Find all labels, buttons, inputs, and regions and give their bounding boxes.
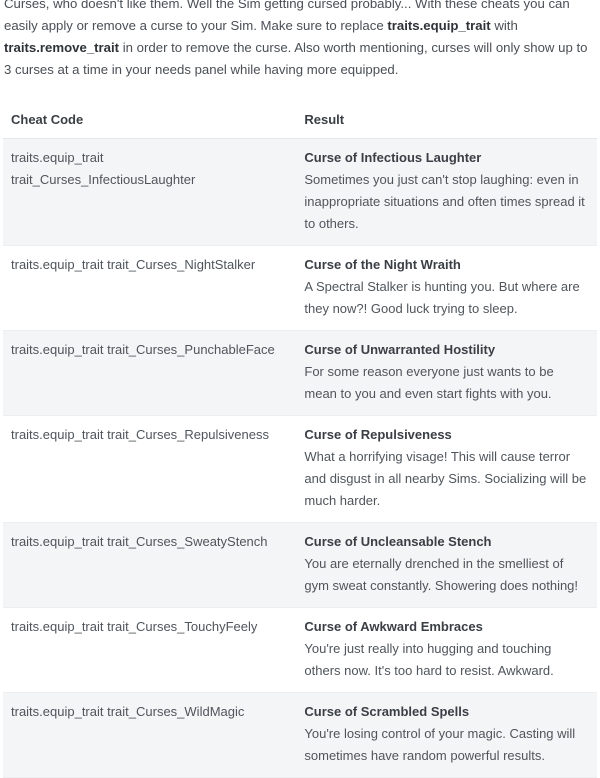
cheat-table: [3, 100, 597, 778]
cell-result: [296, 693, 597, 778]
cell-result: [296, 139, 597, 246]
cell-cheat-code: traits.equip_trait trait_Curses_PunchableFace: [3, 331, 296, 416]
header-cheat-code: Cheat Code: [3, 100, 296, 139]
cell-cheat-code: traits.equip_trait trait_Curses_Repulsiveness: [3, 416, 296, 523]
curse-description: You're losing control of your magic. Casting will sometimes have random powerful results.: [304, 726, 576, 763]
cell-cheat-code: traits.equip_trait trait_Curses_InfectiousLaughter: [3, 139, 296, 246]
table-row: [3, 331, 597, 416]
cell-cheat-code: traits.equip_trait trait_Curses_NightStalker: [3, 246, 296, 331]
table-row: [3, 523, 597, 608]
table-row: [3, 246, 597, 331]
curse-title: Curse of the Night Wraith: [304, 257, 461, 272]
table-row: [3, 693, 597, 778]
intro-bold-equip: traits.equip_trait: [387, 18, 491, 33]
intro-text-rest: in order to remove the curse. Also worth mentioning, curses will only show up to 3 curses at a time in your needs panel while having more equipped.: [4, 40, 588, 77]
curse-description: For some reason everyone just wants to be mean to you and even start fights with you.: [304, 364, 554, 401]
table-header-row: [3, 100, 597, 139]
curse-description: A Spectral Stalker is hunting you. But where are they now?! Good luck trying to sleep.: [304, 279, 580, 316]
curse-title: Curse of Unwarranted Hostility: [304, 342, 496, 357]
intro-paragraph: [4, 0, 598, 81]
curse-description: What a horrifying visage! This will cause terror and disgust in all nearby Sims. Socializing will be much harder.: [304, 449, 587, 508]
intro-bold-remove: traits.remove_trait: [4, 40, 120, 55]
header-result: Result: [296, 100, 597, 139]
curse-title: Curse of Infectious Laughter: [304, 150, 482, 165]
cell-cheat-code: traits.equip_trait trait_Curses_SweatyStench: [3, 523, 296, 608]
curse-description: Sometimes you just can't stop laughing: even in inappropriate situations and often times spread it to others.: [304, 172, 585, 231]
curse-description: You are eternally drenched in the smelliest of gym sweat constantly. Showering does nothing!: [304, 556, 579, 593]
table-row: [3, 139, 597, 246]
cell-cheat-code: traits.equip_trait trait_Curses_TouchyFeely: [3, 608, 296, 693]
cell-result: [296, 246, 597, 331]
curse-description: You're just really into hugging and touching others now. It's too hard to resist. Awkward.: [304, 641, 554, 678]
curse-title: Curse of Scrambled Spells: [304, 704, 470, 719]
cell-result: [296, 416, 597, 523]
intro-text: Curses, who doesn't like them. Well the Sim getting cursed probably... With these cheats you can easily apply or remove a curse to your Sim. Make sure to replace: [4, 0, 570, 33]
cell-result: [296, 523, 597, 608]
curse-title: Curse of Awkward Embraces: [304, 619, 483, 634]
table-row: [3, 416, 597, 523]
cell-cheat-code: traits.equip_trait trait_Curses_WildMagic: [3, 693, 296, 778]
curse-title: Curse of Uncleansable Stench: [304, 534, 492, 549]
table-row: [3, 608, 597, 693]
intro-text-mid: with: [490, 18, 518, 33]
cell-result: [296, 331, 597, 416]
cell-result: [296, 608, 597, 693]
curse-title: Curse of Repulsiveness: [304, 427, 452, 442]
